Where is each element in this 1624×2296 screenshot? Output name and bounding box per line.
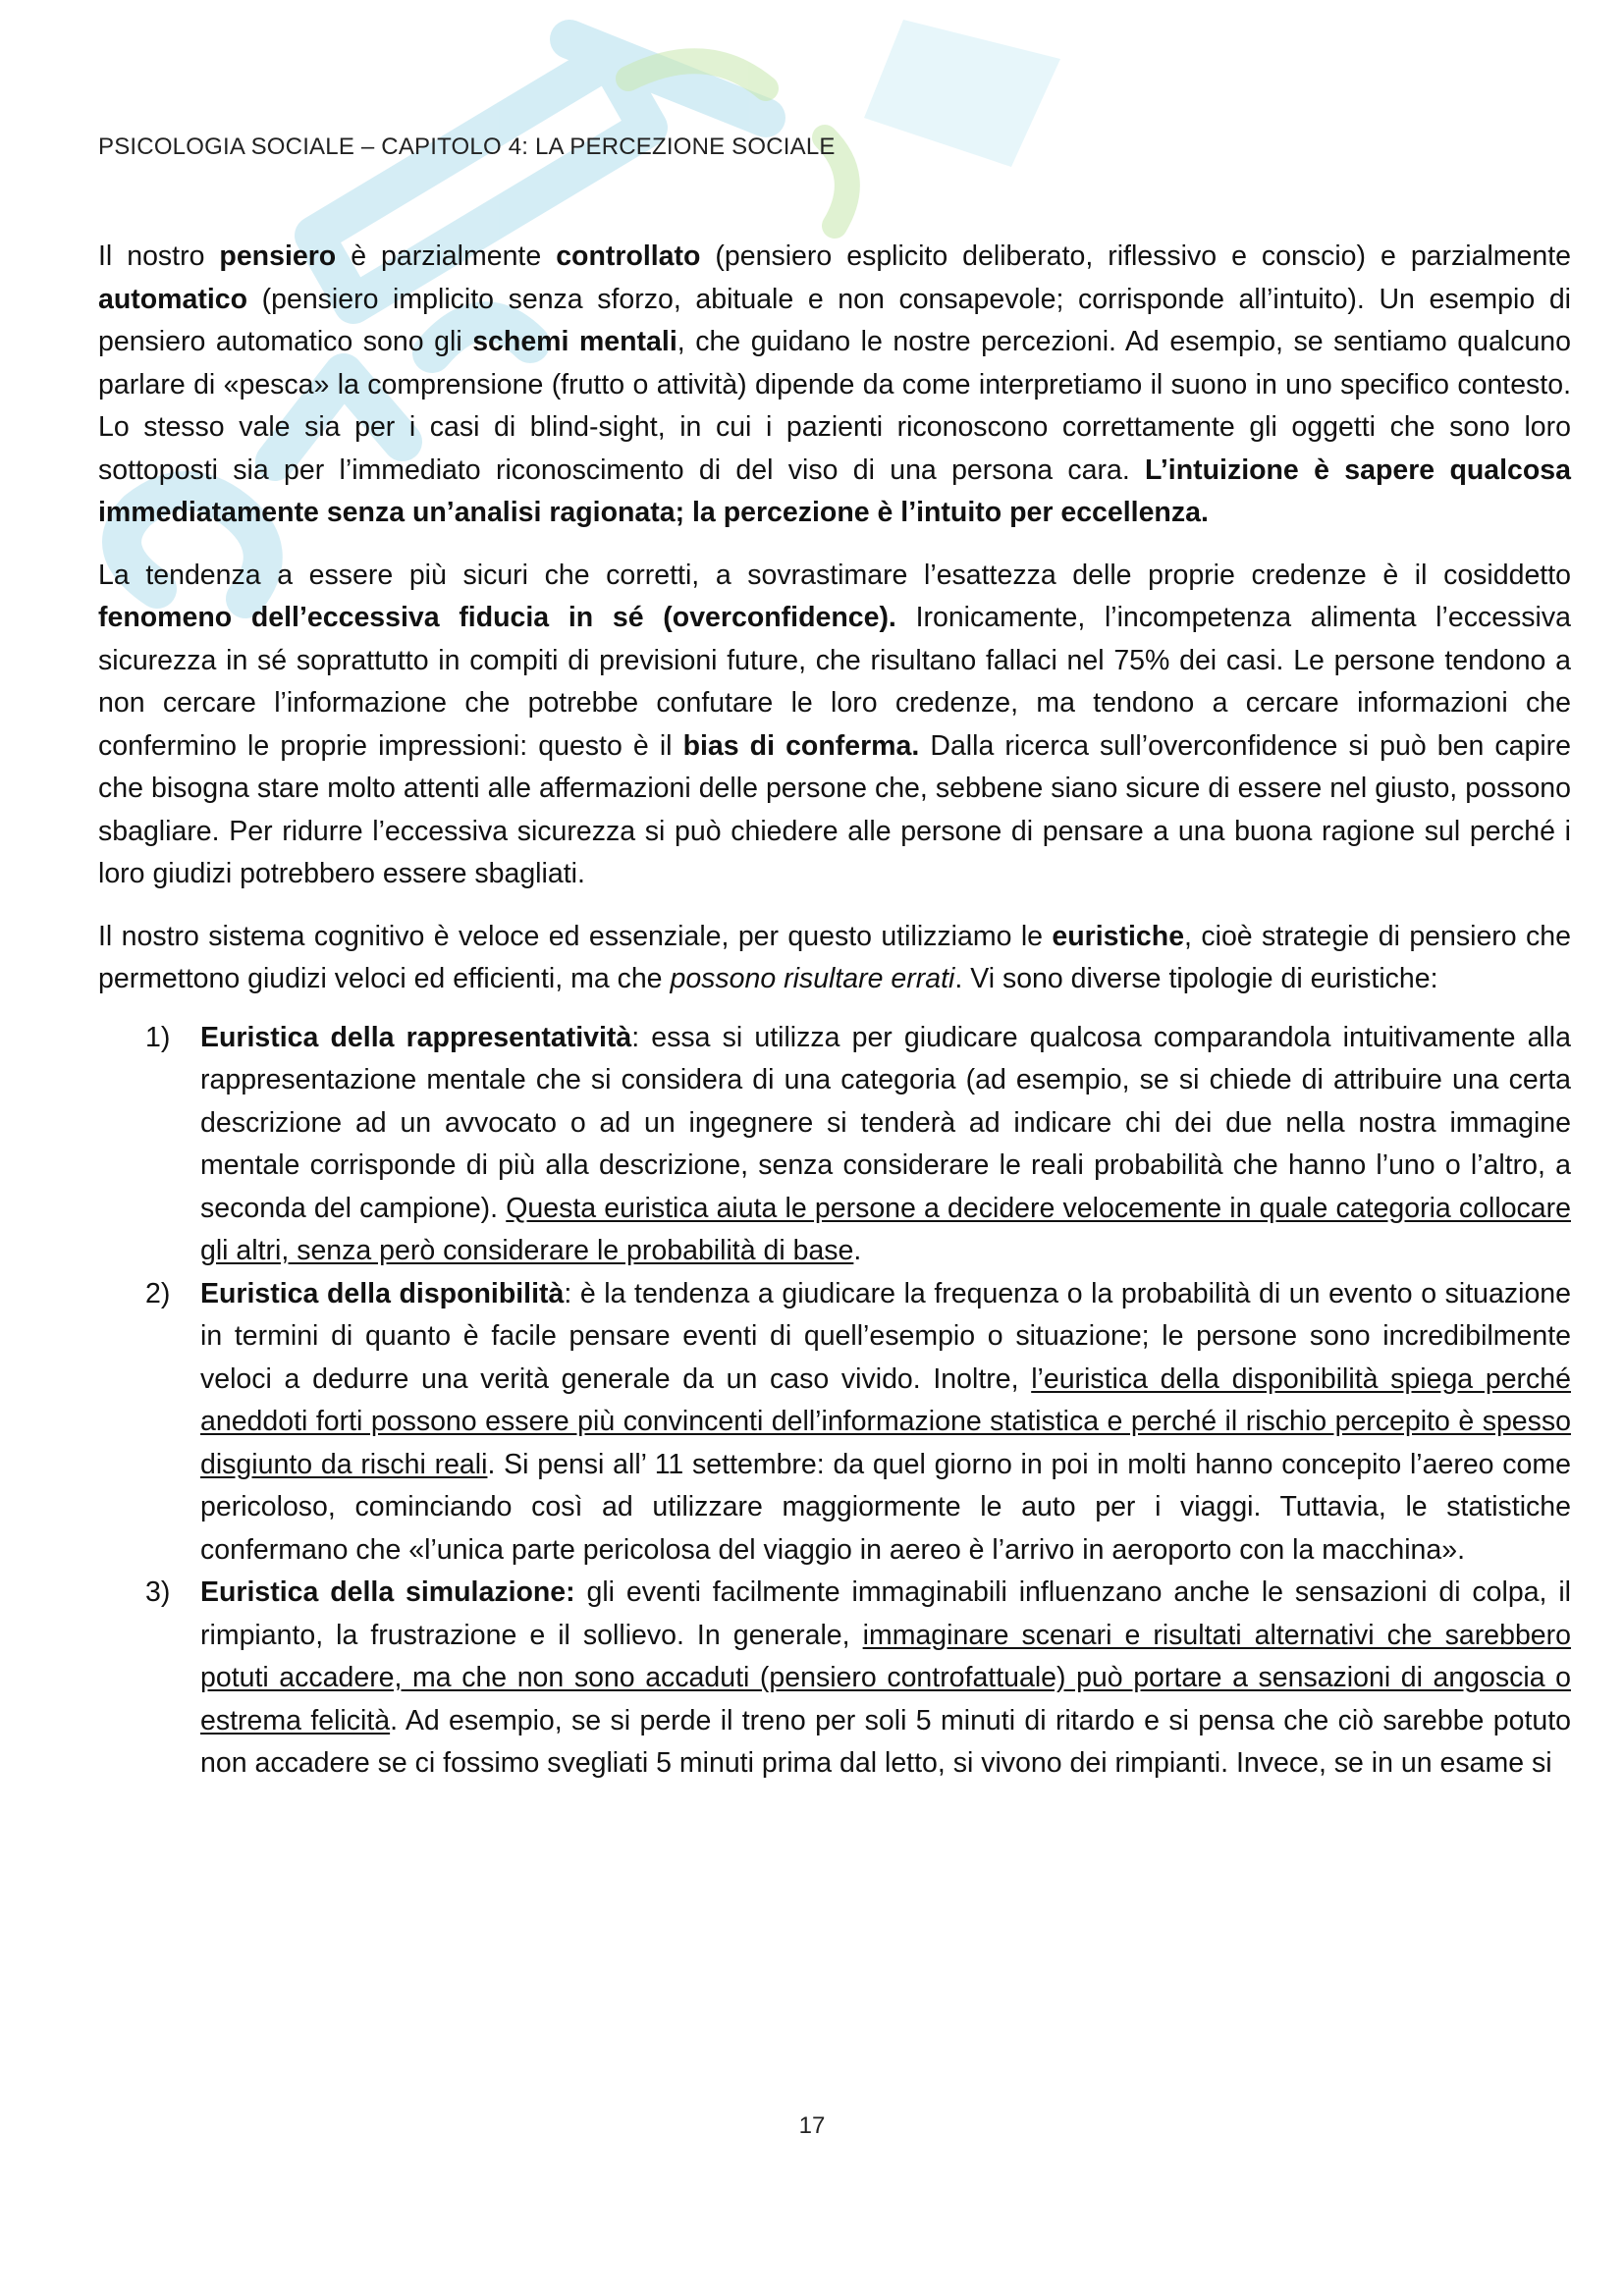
- term-overconfidence: fenomeno dell’eccessiva fiducia in sé (overconfidence).: [98, 602, 896, 633]
- list-item: 2) Euristica della disponibilità: è la tendenza a giudicare la frequenza o la probabilità di un evento o situazione in termini di quanto è facile pensare eventi di quell’esempio o situazione; le persone sono incredibilmente veloci a dedurre una verità generale da un caso vivido. Inoltre, l’euristica della disponibilità spiega perché aneddoti forti possono essere più convincenti dell’informazione statistica e perché il rischio percepito è spesso disgiunto da rischi reali. Si pensi all’ 11 settembre: da quel giorno in poi in molti hanno concepito l’aereo come pericoloso, cominciando così ad utilizzare maggiormente le auto per i viaggi. Tuttavia, le statistiche confermano che «l’unica parte pericolosa del viaggio in aereo è l’arrivo in aeroporto con la macchina».: [198, 1273, 1571, 1573]
- term-pensiero: pensiero: [219, 240, 337, 272]
- paragraph-overconfidence: La tendenza a essere più sicuri che corretti, a sovrastimare l’esattezza delle proprie credenze è il cosiddetto fenomeno dell’eccessiva fiducia in sé (overconfidence). Ironicamente, l’incompetenza alimenta l’eccessiva sicurezza in sé soprattutto in compiti di previsioni future, che risultano fallaci nel 75% dei casi. Le persone tendono a non cercare l’informazione che potrebbe confutare le loro credenze, ma tendono a cercare informazioni che confermino le proprie impressioni: questo è il bias di conferma. Dalla ricerca sull’overconfidence si può ben capire che bisogna stare molto attenti alle affermazioni delle persone che, sebbene siano sicure di essere nel giusto, possono sbagliare. Per ridurre l’eccessiva sicurezza si può chiedere alle persone di pensare a una buona ragione sul perché i loro giudizi potrebbero essere sbagliati.: [98, 559, 1572, 889]
- page-header: PSICOLOGIA SOCIALE – CAPITOLO 4: LA PERCEZIONE SOCIALE: [98, 133, 836, 160]
- term-automatico: automatico: [98, 283, 248, 315]
- term-controllato: controllato: [556, 240, 701, 272]
- underlined-text: immaginare scenari e risultati alternativi che sarebbero potuti accadere, ma che non sono accaduti (pensiero controfattuale) può portare a sensazioni di angoscia o estrema felicità: [200, 1619, 1572, 1736]
- document-body: [98, 236, 1571, 1786]
- list-number: 3): [145, 1576, 171, 1608]
- list-number: 2): [145, 1277, 171, 1309]
- page-number: 17: [798, 2112, 826, 2139]
- underlined-text: l’euristica della disponibilità spiega perché aneddoti forti possono essere più convincenti dell’informazione statistica e perché il rischio percepito è spesso disgiunto da rischi reali: [200, 1362, 1571, 1480]
- paragraph-thought: Il nostro pensiero è parzialmente controllato (pensiero esplicito deliberato, riflessivo e conscio) e parzialmente automatico (pensiero implicito senza sforzo, abituale e non consapevole; corrisponde all’intuito). Un esempio di pensiero automatico sono gli schemi mentali, che guidano le nostre percezioni. Ad esempio, se sentiamo qualcuno parlare di «pesca» la comprensione (frutto o attività) dipende da come interpretiamo il suono in uno specifico contesto. Lo stesso vale sia per i casi di blind-sight, in cui i pazienti riconoscono correttamente gli oggetti che sono loro sottoposti sia per l’immediato riconoscimento di del viso di una persona cara. L’intuizione è sapere qualcosa immediatamente senza un’analisi ragionata; la percezione è l’intuito per eccellenza.: [98, 240, 1571, 528]
- italic-errati: possono risultare errati: [670, 963, 955, 994]
- list-number: 1): [145, 1021, 171, 1053]
- list-item: 1) Euristica della rappresentatività: essa si utilizza per giudicare qualcosa comparandola intuitivamente alla rappresentazione mentale che si considera di una categoria (ad esempio, se si chiede di attribuire una certa descrizione ad un avvocato o ad un ingegnere si tenderà ad indicare chi dei due nella nostra immagine mentale corrisponde di più alla descrizione, senza considerare le reali probabilità che hanno l’uno o l’altro, a seconda del campione). Questa euristica aiuta le persone a decidere velocemente in quale categoria collocare gli altri, senza però considerare le probabilità di base.: [198, 1017, 1571, 1273]
- underlined-text: Questa euristica aiuta le persone a decidere velocemente in quale categoria collocare gli altri, senza però considerare le probabilità di base: [200, 1192, 1571, 1266]
- term-disponibilita: Euristica della disponibilità: [200, 1277, 565, 1309]
- term-schemi-mentali: schemi mentali: [472, 326, 677, 357]
- term-rappresentativita: Euristica della rappresentatività: [200, 1021, 632, 1053]
- definition-intuizione: L’intuizione è sapere qualcosa immediatamente senza un’analisi ragionata; la percezione è l’intuito per eccellenza.: [98, 454, 1571, 528]
- paragraph-euristiche: Il nostro sistema cognitivo è veloce ed essenziale, per questo utilizziamo le euristiche, cioè strategie di pensiero che permettono giudizi veloci ed efficienti, ma che possono risultare errati. Vi sono diverse tipologie di euristiche:: [98, 920, 1572, 994]
- heuristics-list: [98, 1017, 1571, 1786]
- term-bias-di-conferma: bias di conferma.: [682, 729, 920, 762]
- list-item: 3) Euristica della simulazione: gli eventi facilmente immaginabili influenzano anche le sensazioni di colpa, il rimpianto, la frustrazione e il sollievo. In generale, immaginare scenari e risultati alternativi che sarebbero potuti accadere, ma che non sono accaduti (pensiero controfattuale) può portare a sensazioni di angoscia o estrema felicità. Ad esempio, se si perde il treno per soli 5 minuti di ritardo e si pensa che ciò sarebbe potuto non accadere se ci fossimo svegliati 5 minuti prima dal letto, si vivono dei rimpianti. Invece, se in un esame si: [198, 1572, 1571, 1786]
- term-simulazione: Euristica della simulazione:: [200, 1576, 575, 1608]
- term-euristiche: euristiche: [1052, 920, 1185, 952]
